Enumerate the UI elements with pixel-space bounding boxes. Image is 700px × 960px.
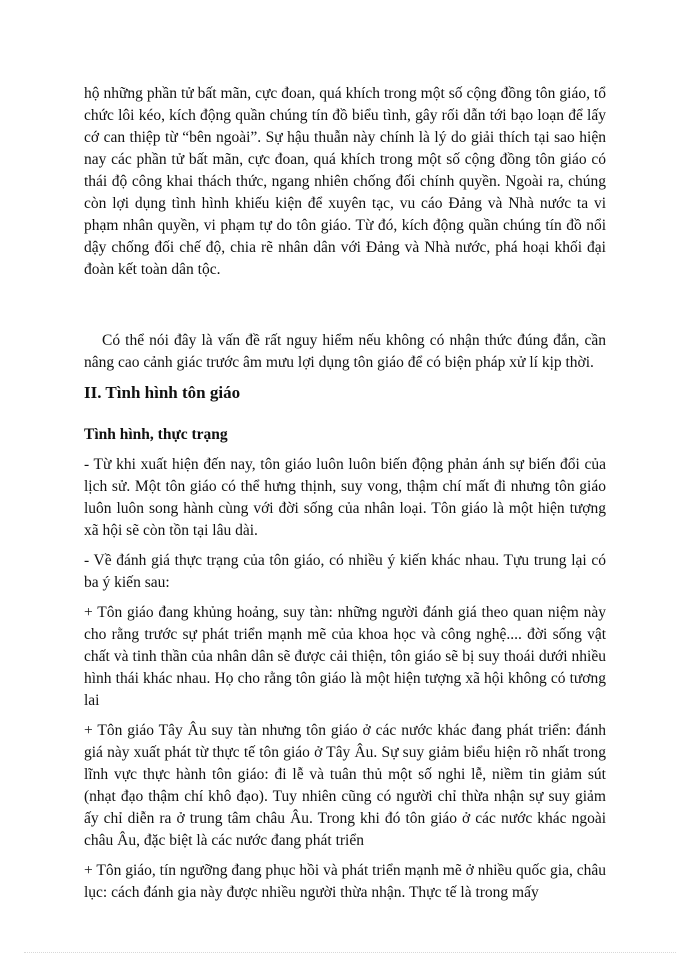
subheading: Tình hình, thực trạng	[84, 426, 228, 443]
page-bottom-divider	[24, 952, 676, 953]
paragraph-warning: Có thể nói đây là vấn đề rất nguy hiểm nếu không có nhận thức đúng đắn, cần nâng cao cảnh giác trước âm mưu lợi dụng tôn giáo để có biện pháp xử lí kịp thời.	[84, 332, 606, 371]
list-item-crisis: + Tôn giáo đang khủng hoảng, suy tàn: những người đánh giá theo quan niệm này cho rằng trước sự phát triển mạnh mẽ của khoa học và công nghệ.... đời sống vật chất và tinh thần của nhân dân sẽ được cải thiện, tôn giáo sẽ bị suy thoái dưới nhiều hình thái khác nhau. Họ cho rằng tôn giáo là một hiện tượng xã hội không có tương lai	[84, 604, 606, 709]
paragraph-opening: hộ những phần tử bất mãn, cực đoan, quá khích trong một số cộng đồng tôn giáo, tổ chức lôi kéo, kích động quần chúng tín đồ biểu tình, gây rối dẫn tới bạo loạn để lấy cớ can thiệp từ “bên ngoài”. Sự hậu thuẫn này chính là lý do giải thích tại sao hiện nay các phần tử bất mãn, cực đoan, quá khích trong một số cộng đồng tôn giáo có thái độ công khai thách thức, ngang nhiên chống đối chính quyền. Ngoài ra, chúng còn lợi dụng tình hình khiếu kiện để xuyên tạc, vu cáo Đảng và Nhà nước ta vi phạm nhân quyền, vi phạm tự do tôn giáo. Từ đó, kích động quần chúng tín đồ nổi dậy chống đối chế độ, chia rẽ nhân dân với Đảng và Nhà nước, phá hoại khối đại đoàn kết toàn dân tộc.	[84, 85, 606, 278]
list-item-opinions: - Về đánh giá thực trạng của tôn giáo, có nhiều ý kiến khác nhau. Tựu trung lại có ba ý kiến sau:	[84, 552, 606, 591]
document-body	[84, 83, 606, 904]
list-item-revival: + Tôn giáo, tín ngưỡng đang phục hồi và phát triển mạnh mẽ ở nhiều quốc gia, châu lục: cách đánh gia này được nhiều người thừa nhận. Thực tế là trong mấy	[84, 862, 606, 901]
list-item-history: - Từ khi xuất hiện đến nay, tôn giáo luôn luôn biến động phản ánh sự biến đổi của lịch sử. Một tôn giáo có thể hưng thịnh, suy vong, thậm chí mất đi nhưng tôn giáo luôn luôn song hành cùng với đời sống của nhân loại. Tôn giáo là một hiện tượng xã hội sẽ còn tồn tại lâu dài.	[84, 456, 606, 539]
list-item-western-europe: + Tôn giáo Tây Âu suy tàn nhưng tôn giáo ở các nước khác đang phát triển: đánh giá này xuất phát từ thực tế tôn giáo ở Tây Âu. Sự suy giảm biểu hiện rõ nhất trong lĩnh vực thực hành tôn giáo: đi lễ và tuân thủ một số nghi lễ, niềm tin giảm sút (nhạt đạo thậm chí khô đạo). Tuy nhiên cũng có người chỉ thừa nhận sự suy giảm ấy chỉ diễn ra ở trung tâm châu Âu. Trong khi đó tôn giáo ở các nước khác ngoài châu Âu, đặc biệt là các nước đang phát triển	[84, 722, 606, 849]
section-heading: II. Tình hình tôn giáo	[84, 383, 241, 402]
